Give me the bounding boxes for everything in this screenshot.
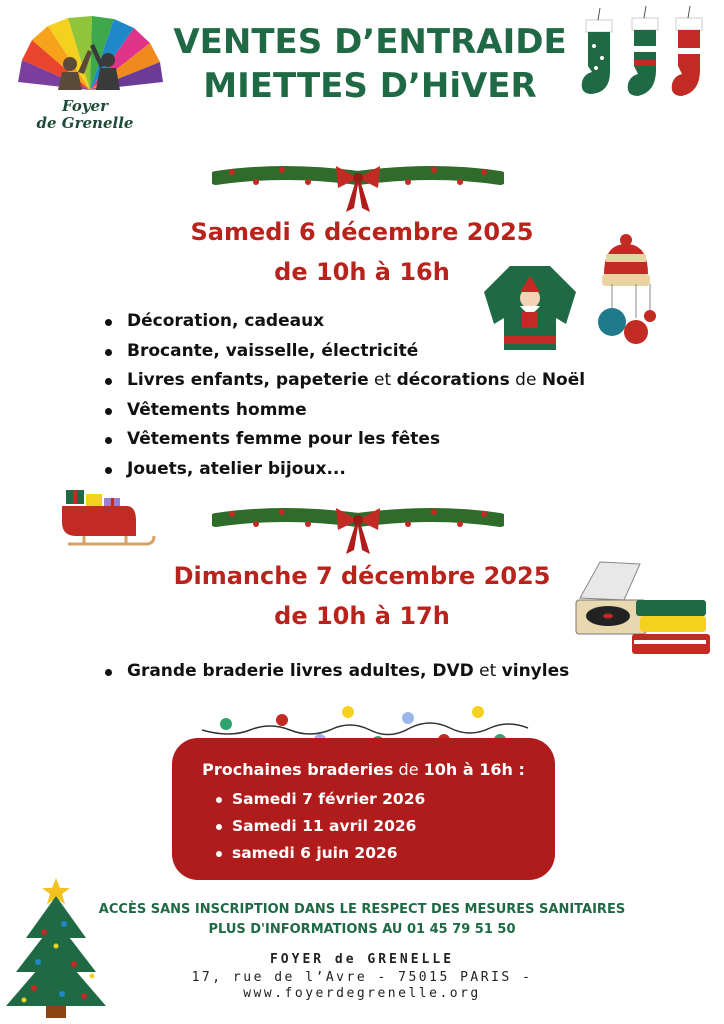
upcoming-heading [172, 760, 555, 779]
list-item: samedi 6 juin 2026 [216, 840, 425, 867]
sunday-item-c: et [473, 661, 502, 681]
item-books-b: et [368, 370, 397, 390]
garland-icon [212, 158, 504, 214]
title-line-2: MIETTES D’HiVER [203, 66, 537, 106]
sleigh-icon [56, 486, 158, 556]
access-line-2: PLUS D'INFORMATIONS AU 01 45 79 51 50 [208, 922, 516, 937]
sunday-item-a: Grande braderie livres adultes, [127, 661, 433, 681]
page-title [150, 22, 590, 106]
list-item: Vêtements homme [105, 396, 585, 426]
footer-name: FOYER de GRENELLE [269, 952, 455, 967]
footer-address: 17, rue de l’Avre - 75015 PARIS - [191, 970, 533, 985]
title-line-1: VENTES D’ENTRAIDE [173, 22, 567, 62]
logo-line-1: Foyer [62, 97, 108, 115]
upcoming-heading-c: 10h à 16h : [423, 760, 525, 779]
stockings-icon [578, 6, 718, 106]
item-books-e: Noël [541, 370, 586, 390]
sunday-item-d: vinyles [501, 661, 570, 681]
sunday-date: Dimanche 7 décembre 2025 [173, 562, 551, 590]
saturday-date: Samedi 6 décembre 2025 [190, 218, 534, 246]
list-item [105, 366, 585, 396]
sunday-hours: de 10h à 17h [274, 602, 450, 630]
books-icon [630, 596, 716, 666]
list-item: Brocante, vaisselle, électricité [105, 337, 585, 367]
access-line-1: ACCÈS SANS INSCRIPTION DANS LE RESPECT DES MESURES SANITAIRES [98, 902, 626, 917]
logo-fan-icon [10, 12, 170, 102]
footer-website[interactable]: www.foyerdegrenelle.org [243, 986, 481, 1001]
upcoming-heading-a: Prochaines braderies [202, 760, 394, 779]
item-books-d: de [509, 370, 542, 390]
sunday-items [105, 657, 569, 687]
list-item [105, 657, 569, 687]
upcoming-box [172, 738, 555, 880]
list-item: Vêtements femme pour les fêtes [105, 425, 585, 455]
list-item: Samedi 11 avril 2026 [216, 813, 425, 840]
upcoming-dates [216, 786, 425, 867]
list-item: Samedi 7 février 2026 [216, 786, 425, 813]
ornaments-icon [592, 284, 662, 350]
sunday-item-b: DVD [432, 661, 474, 681]
hat-icon [598, 234, 654, 290]
list-item: Jouets, atelier bijoux... [105, 455, 585, 485]
logo-line-2: de Grenelle [36, 114, 134, 132]
list-item: Décoration, cadeaux [105, 307, 585, 337]
saturday-items [105, 307, 585, 484]
logo [10, 12, 170, 132]
saturday-hours: de 10h à 16h [274, 258, 450, 286]
upcoming-heading-b: de [393, 760, 424, 779]
item-books-c: décorations [396, 370, 510, 390]
garland-icon [212, 500, 504, 556]
item-books-a: Livres enfants, papeterie [127, 370, 369, 390]
